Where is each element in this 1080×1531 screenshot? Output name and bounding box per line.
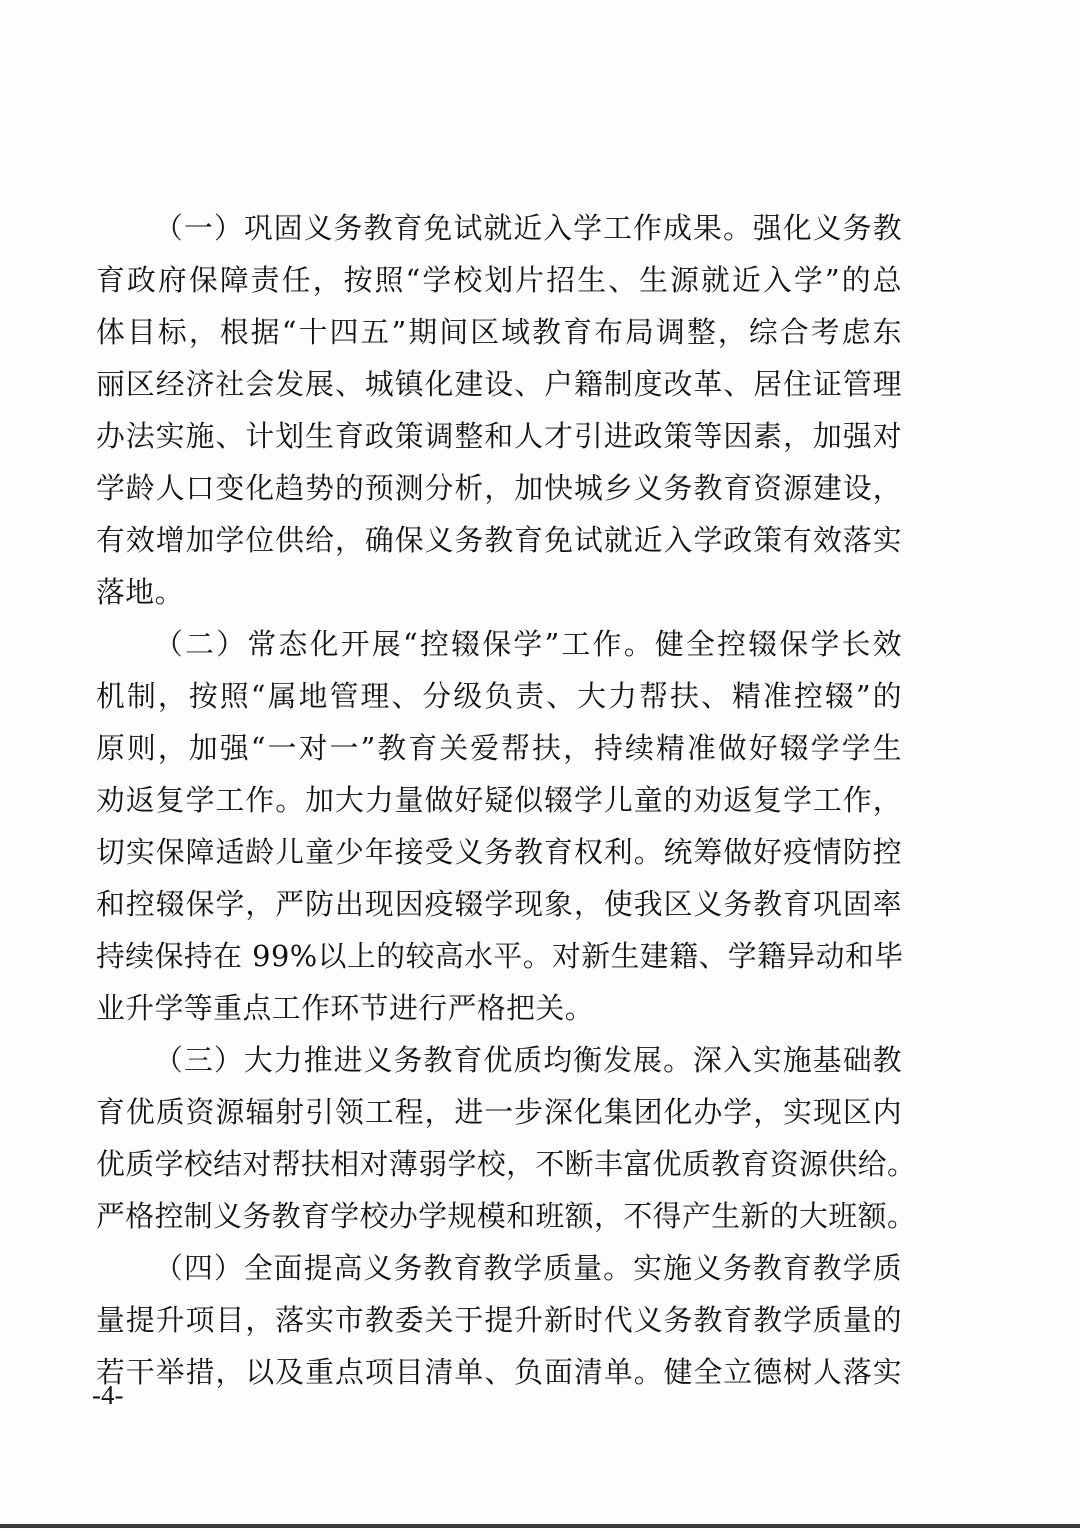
- paragraph-4-line: 若干举措，以及重点项目清单、负面清单。健全立德树人落实: [96, 1355, 902, 1389]
- paragraph-2-line: 持续保持在 99%以上的较高水平。对新生建籍、学籍异动和毕: [96, 939, 904, 973]
- page-number: -4-: [92, 1380, 124, 1410]
- paragraph-1-line: 育政府保障责任，按照“学校划片招生、生源就近入学”的总: [96, 263, 902, 297]
- paragraph-2-line: 原则，加强“一对一”教育关爱帮扶，持续精准做好辍学学生: [96, 731, 902, 765]
- paragraph-1-line: 办法实施、计划生育政策调整和人才引进政策等因素，加强对: [96, 419, 902, 453]
- paragraph-3-line: （三）大力推进义务教育优质均衡发展。深入实施基础教: [154, 1043, 902, 1077]
- paragraph-1-line: 体目标，根据“十四五”期间区域教育布局调整，综合考虑东: [96, 315, 902, 349]
- paragraph-1-line: 有效增加学位供给，确保义务教育免试就近入学政策有效落实: [96, 523, 902, 557]
- paragraph-3-line: 育优质资源辐射引领工程，进一步深化集团化办学，实现区内: [96, 1095, 902, 1129]
- paragraph-4-line: 量提升项目，落实市教委关于提升新时代义务教育教学质量的: [96, 1303, 902, 1337]
- paragraph-2-line: 劝返复学工作。加大力量做好疑似辍学儿童的劝返复学工作，: [96, 783, 902, 817]
- paragraph-2-line: （二）常态化开展“控辍保学”工作。健全控辍保学长效: [154, 627, 902, 661]
- paragraph-2-line: 业升学等重点工作环节进行严格把关。: [96, 991, 595, 1025]
- paragraph-1-line: （一）巩固义务教育免试就近入学工作成果。强化义务教: [154, 211, 902, 245]
- paragraph-2-line: 和控辍保学，严防出现因疫辍学现象，使我区义务教育巩固率: [96, 887, 902, 921]
- paragraph-4-line: （四）全面提高义务教育教学质量。实施义务教育教学质: [154, 1251, 902, 1285]
- scan-edge-line: [0, 1524, 1080, 1528]
- paragraph-1-line: 丽区经济社会发展、城镇化建设、户籍制度改革、居住证管理: [96, 367, 902, 401]
- paragraph-1-line: 落地。: [96, 575, 184, 609]
- paragraph-1-line: 学龄人口变化趋势的预测分析，加快城乡义务教育资源建设，: [96, 471, 902, 505]
- paragraph-2-line: 机制，按照“属地管理、分级负责、大力帮扶、精准控辍”的: [96, 679, 902, 713]
- paragraph-2-line: 切实保障适龄儿童少年接受义务教育权利。统筹做好疫情防控: [96, 835, 902, 869]
- paragraph-3-line: 优质学校结对帮扶相对薄弱学校，不断丰富优质教育资源供给。: [96, 1147, 917, 1181]
- paragraph-3-line: 严格控制义务教育学校办学规模和班额，不得产生新的大班额。: [96, 1199, 917, 1233]
